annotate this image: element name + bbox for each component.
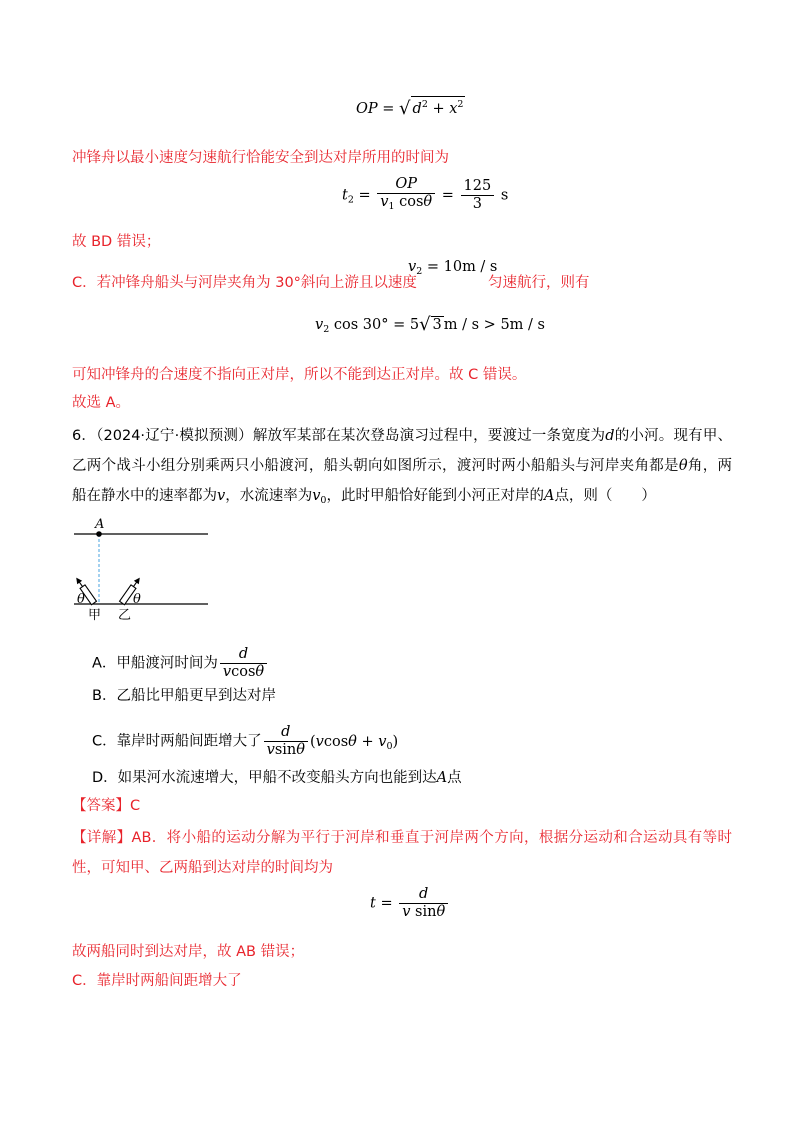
- eq-t2-equals2: =: [441, 187, 454, 204]
- question-var-d: d: [605, 428, 615, 444]
- option-c: [92, 724, 398, 759]
- eq-t2-value-fraction: [461, 178, 495, 213]
- eq-t2-equals: =: [358, 187, 371, 204]
- option-d-text-2: 点: [447, 770, 462, 786]
- text-c-increase: C．靠岸时两船间距增大了: [72, 973, 242, 989]
- text-answer-a: 故选 A。: [72, 395, 131, 411]
- eq-t-fraction: [399, 886, 448, 921]
- question-text-3: 角，两船在静水中的速率都为: [72, 458, 732, 504]
- option-a: [92, 646, 269, 681]
- eq-op-exp2: 2: [457, 99, 464, 110]
- eq-t-theta: θ: [436, 904, 446, 920]
- eq-op-x: x: [449, 101, 458, 117]
- eq-t2-cos: cos: [399, 194, 424, 210]
- option-a-theta: θ: [255, 664, 265, 680]
- question-var-theta: θ: [678, 458, 688, 474]
- option-c-inner-v0: v: [378, 733, 387, 750]
- equation-op: [356, 96, 465, 119]
- option-c-inner-v0-sub: 0: [386, 740, 393, 752]
- question-6-stem: [72, 421, 732, 516]
- eq-op-exp1: 2: [421, 99, 428, 110]
- question-text-2: 的小河。现有甲、乙两个战斗小组分别乘两只小船渡河，船头朝向如图所示，渡河时两小船船头与河岸夹角都是: [72, 428, 733, 474]
- eq-t2-t: t: [342, 187, 348, 204]
- question-text-1: 解放军某部在某次登岛演习过程中，要渡过一条宽度为: [252, 428, 606, 444]
- equation-t: [370, 886, 450, 921]
- question-text-5: ，此时甲船恰好能到小河正对岸的: [326, 488, 544, 504]
- option-a-num: d: [220, 646, 267, 664]
- theta-label-left: θ: [77, 592, 85, 607]
- eq-op-d: d: [412, 101, 422, 117]
- eq-t-sin: sin: [415, 904, 437, 920]
- eq-v2cos-sub: 2: [323, 324, 330, 335]
- detail-paragraph: 【详解】AB．将小船的运动分解为平行于河岸和垂直于河岸两个方向，根据分运动和合运动具有等时性，可知甲、乙两船到达对岸的时间均为: [72, 830, 732, 876]
- option-b: B．乙船比甲船更早到达对岸: [92, 688, 276, 704]
- question-var-v0-sub: 0: [320, 495, 327, 506]
- option-c-inner-v: v: [315, 733, 324, 750]
- eq-t-den: [399, 904, 448, 921]
- eq-t2-v-sub: 1: [388, 201, 395, 212]
- eq-t-num: d: [399, 886, 448, 904]
- option-a-v: v: [222, 664, 232, 680]
- text-same-time: 故两船同时到达对岸，故 AB 错误；: [72, 944, 305, 960]
- option-c-paren-open: (: [309, 733, 316, 750]
- option-c-inner-cos: cos: [323, 733, 349, 750]
- eq-op-equals: =: [382, 101, 395, 117]
- eq-op-radicand: [411, 96, 466, 117]
- eq-v2cos-v: v: [315, 317, 324, 333]
- point-a-dot: [96, 531, 102, 537]
- eq-t2-unit: s: [500, 187, 509, 204]
- eq-v2cos-rest: m / s > 5m / s: [443, 317, 545, 333]
- option-d-text-1: D．如果河水流速增大，甲船不改变船头方向也能到达: [92, 770, 437, 786]
- question-number: 6．: [72, 428, 97, 444]
- text-t2-intro: 冲锋舟以最小速度匀速航行恰能安全到达对岸所用的时间为: [72, 150, 449, 166]
- equation-v2cos: [315, 314, 545, 335]
- text-c-option-end: 匀速航行，则有: [488, 275, 590, 291]
- option-c-fraction: [264, 724, 308, 759]
- inline-v2-sub: 2: [416, 266, 423, 277]
- option-a-text: A．甲船渡河时间为: [92, 655, 218, 672]
- option-a-fraction: [220, 646, 267, 681]
- text-bd-wrong: 故 BD 错误；: [72, 234, 161, 250]
- eq-t-equals: =: [380, 895, 393, 912]
- eq-t-t: t: [370, 895, 376, 912]
- inline-v2-v: v: [408, 259, 417, 275]
- eq-t2-numerator: OP: [377, 176, 435, 194]
- option-a-den: [220, 664, 267, 681]
- option-c-paren-expr: [310, 734, 398, 750]
- text-c-conclusion: 可知冲锋舟的合速度不指向正对岸，所以不能到达正对岸。故 C 错误。: [72, 367, 527, 383]
- option-d-var-a: A: [436, 770, 448, 786]
- sqrt-icon: √: [419, 314, 431, 335]
- eq-t2-v: v: [380, 194, 389, 210]
- eq-v2cos-radicand: 3: [432, 317, 442, 333]
- option-c-v: v: [266, 742, 275, 758]
- option-c-sin: sin: [274, 742, 297, 758]
- option-c-num: d: [264, 724, 308, 742]
- eq-v2cos-cos: cos 30° = 5: [329, 317, 420, 333]
- eq-op-plus: +: [432, 101, 445, 117]
- eq-op-lhs: OP: [356, 101, 378, 117]
- option-d: [92, 767, 462, 789]
- option-a-cos: cos: [231, 664, 256, 680]
- option-c-text: C．靠岸时两船间距增大了: [92, 733, 262, 750]
- inline-v2-value: [408, 259, 497, 277]
- question-source: （2024·辽宁·模拟预测）: [96, 428, 253, 444]
- question-var-v: v: [217, 488, 226, 504]
- equation-t2: [342, 176, 508, 215]
- option-c-den: [264, 742, 308, 759]
- eq-t2-sub: 2: [347, 194, 354, 206]
- boat-yi-label: 乙: [118, 608, 132, 622]
- option-c-inner-theta: θ: [348, 733, 357, 750]
- question-text-6: 点，则（ ）: [554, 488, 656, 504]
- option-c-paren-close: ): [392, 733, 399, 750]
- inline-v2-rest: = 10m / s: [422, 259, 498, 275]
- question-var-a: A: [543, 488, 555, 504]
- eq-t2-value-num: 125: [461, 178, 495, 196]
- answer-label: 【答案】C: [72, 798, 141, 814]
- sqrt-icon: √: [399, 98, 411, 119]
- eq-t2-value-den: 3: [472, 196, 482, 212]
- text-c-option-start: C．若冲锋舟船头与河岸夹角为 30°斜向上游且以速度: [72, 275, 417, 291]
- question-text-4: ，水流速率为: [225, 488, 313, 504]
- eq-t2-denominator: [377, 194, 435, 215]
- option-c-theta: θ: [296, 742, 305, 758]
- option-c-plus: +: [356, 733, 379, 750]
- question-var-v0: v: [312, 488, 321, 504]
- eq-t2-fraction: [377, 176, 435, 215]
- point-a-label: A: [95, 517, 105, 532]
- boat-jia-label: 甲: [88, 608, 102, 622]
- theta-label-right: θ: [133, 592, 141, 607]
- river-crossing-figure: [70, 512, 220, 622]
- eq-t2-theta: θ: [423, 194, 433, 210]
- eq-t-v: v: [402, 904, 411, 920]
